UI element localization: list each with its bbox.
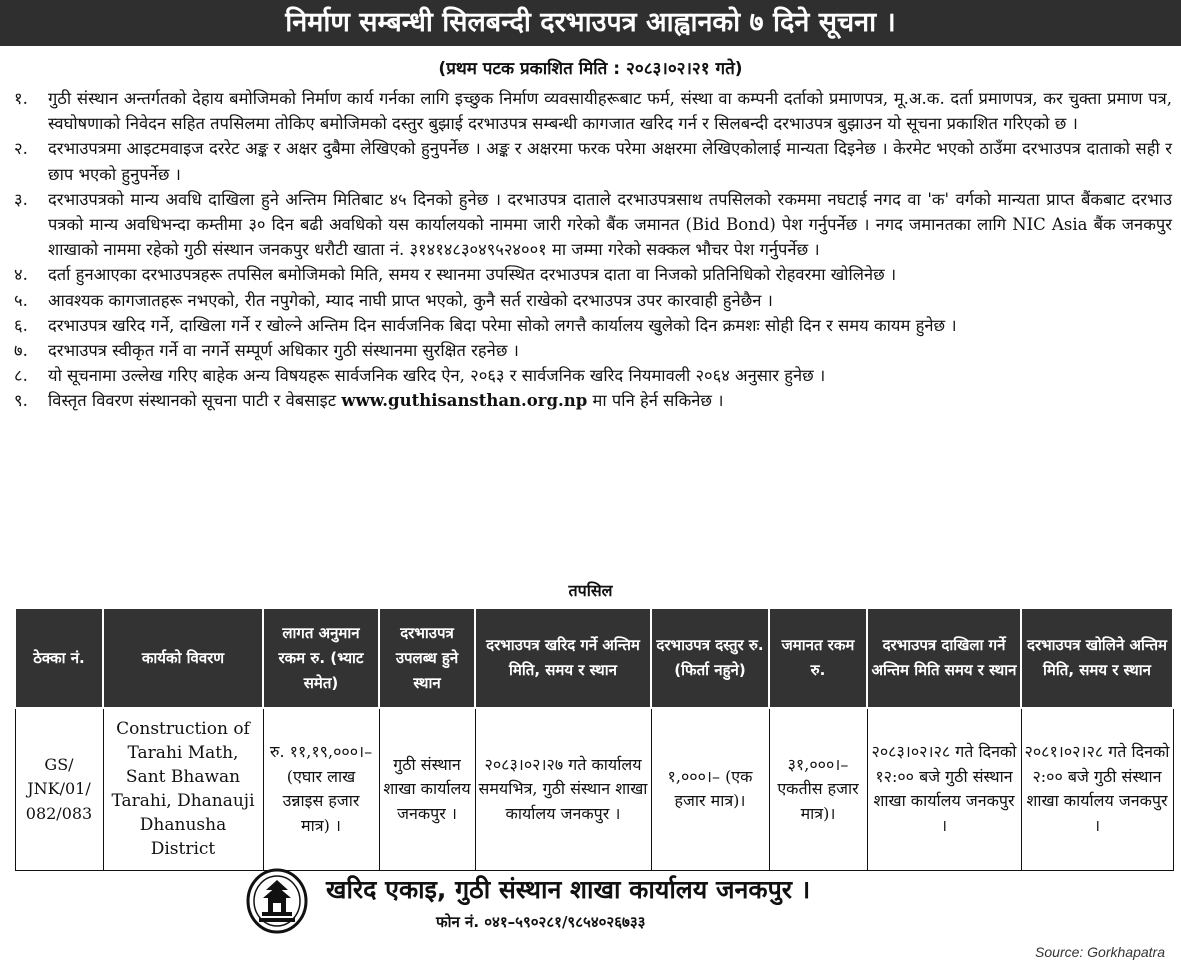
guthi-sansthan-emblem-icon (246, 868, 308, 934)
notice-item (14, 86, 1172, 136)
item-number: ९. (14, 391, 28, 411)
notice-item (14, 136, 1172, 186)
cell-contract-no: GS/ JNK/01/ 082/083 (15, 708, 103, 870)
col-header-fee: दरभाउपत्र दस्तुर रु. (फिर्ता नहुने) (651, 608, 769, 708)
notice-items (14, 86, 1172, 414)
notice-item (14, 313, 1172, 338)
cell-description: Construction of Tarahi Math, Sant Bhawan Tarahi, Dhanauji Dhanusha District (103, 708, 263, 870)
notice-item (14, 262, 1172, 287)
col-header-submission-deadline: दरभाउपत्र दाखिला गर्ने अन्तिम मिति समय र स्थान (867, 608, 1021, 708)
notice-item (14, 363, 1172, 388)
item-number: ८. (14, 366, 28, 386)
item-text: दरभाउपत्रको मान्य अवधि दाखिला हुने अन्तिम मितिबाट ४५ दिनको हुनेछ । दरभाउपत्र दाताले दरभाउपत्रसाथ तपसिलको रकममा नघटाई नगद वा 'क' वर्गको मान्यता प्राप्त बैंकबाट दरभाउ पत्रको मान्य अवधिभन्दा कम्तीमा ३० दिन बढी अवधिको यस कार्यालयको नाममा जारी गरेको बैंक जमानत (Bid Bond) पेश गर्नुपर्नेछ । नगद जमानतका लागि NIC Asia बैंक जनकपुर शाखाको नाममा रहेको गुठी संस्थान जनकपुर धरौटी खाता नं. ३१४१४८३०४९५२४००१ मा जम्मा गरेको सक्कल भौचर पेश गर्नुपर्नेछ । (48, 189, 1172, 260)
office-name: खरिद एकाइ, गुठी संस्थान शाखा कार्यालय जनकपुर । (326, 875, 811, 904)
item-text-before: विस्तृत विवरण संस्थानको सूचना पाटी र वेबसाइट (48, 391, 342, 411)
cell-estimate: रु. ११,१९,०००।– (एघार लाख उन्नाइस हजार मात्र) । (263, 708, 379, 870)
col-header-description: कार्यको विवरण (103, 608, 263, 708)
notice-item (14, 338, 1172, 363)
col-header-purchase-deadline: दरभाउपत्र खरिद गर्ने अन्तिम मिति, समय र स्थान (475, 608, 651, 708)
item-text: दरभाउपत्र खरिद गर्ने, दाखिला गर्ने र खोल्ने अन्तिम दिन सार्वजनिक बिदा परेमा सोको लगत्तै कार्यालय खुलेको दिन क्रमशः सोही दिन र समय कायम हुनेछ । (48, 315, 957, 335)
item-text: आवश्यक कागजातहरू नभएको, रीत नपुगेको, म्याद नाघी प्राप्त भएको, कुनै सर्त राखेको दरभाउपत्र उपर कारवाही हुनेछैन । (48, 290, 773, 310)
phone-number: फोन नं. ०४१–५९०२८१/९८५४०२६७३३ (436, 913, 646, 931)
cell-purchase-deadline: २०८३।०२।२७ गते कार्यालय समयभित्र, गुठी संस्थान शाखा कार्यालय जनकपुर । (475, 708, 651, 870)
item-text: दर्ता हुनआएका दरभाउपत्रहरू तपसिल बमोजिमको मिति, समय र स्थानमा उपस्थित दरभाउपत्र दाता वा निजको प्रतिनिधिको रोहवरमा खोलिनेछ । (48, 265, 897, 285)
item-number: २. (14, 139, 28, 159)
col-header-available-at: दरभाउपत्र उपलब्ध हुने स्थान (379, 608, 475, 708)
notice-item (14, 187, 1172, 263)
item-number: १. (14, 89, 28, 108)
cell-available-at: गुठी संस्थान शाखा कार्यालय जनकपुर । (379, 708, 475, 870)
cell-submission-deadline: २०८३।०२।२८ गते दिनको १२:०० बजे गुठी संस्थान शाखा कार्यालय जनकपुर । (867, 708, 1021, 870)
notice-title: निर्माण सम्बन्धी सिलबन्दी दरभाउपत्र आह्वानको ७ दिने सूचना । (0, 0, 1181, 46)
item-text: दरभाउपत्रमा आइटमवाइज दररेट अङ्क र अक्षर दुबैमा लेखिएको हुनुपर्नेछ । अङ्क र अक्षरमा फरक परेमा अक्षरमा लेखिएकोलाई मान्यता दिइनेछ । केरमेट भएको ठाउँमा दरभाउपत्र दाताको सही र छाप भएको हुनुपर्नेछ । (48, 139, 1172, 184)
col-header-opening: दरभाउपत्र खोलिने अन्तिम मिति, समय र स्थान (1021, 608, 1173, 708)
item-number: ३. (14, 189, 28, 209)
item-text-after: मा पनि हेर्न सकिनेछ । (587, 391, 724, 411)
cell-security: ३१,०००।– एकतीस हजार मात्र)। (769, 708, 867, 870)
schedule-table (14, 607, 1174, 871)
item-number: ७. (14, 341, 28, 361)
col-header-security: जमानत रकम रु. (769, 608, 867, 708)
item-text: गुठी संस्थान अन्तर्गतको देहाय बमोजिमको निर्माण कार्य गर्नका लागि इच्छुक निर्माण व्यवसायीहरूबाट फर्म, संस्था वा कम्पनी दर्ताको प्रमाणपत्र, मू.अ.क. दर्ता प्रमाणपत्र, कर चुक्ता प्रमाण पत्र, स्वघोषणाको निवेदन सहित तपसिलमा तोकिए बमोजिमको दस्तुर बुझाई दरभाउपत्र सम्बन्धी कागजात खरिद गर्न र सिलबन्दी दरभाउपत्र बुझाउन यो सूचना प्रकाशित गरिएको छ । (48, 89, 1172, 134)
col-header-estimate: लागत अनुमान रकम रु. (भ्याट समेत) (263, 608, 379, 708)
table-header-row (15, 608, 1173, 708)
cell-opening: २०८१।०२।२८ गते दिनको २:०० बजे गुठी संस्थान शाखा कार्यालय जनकपुर । (1021, 708, 1173, 870)
footer (0, 868, 1181, 940)
item-number: ५. (14, 290, 28, 310)
publish-date: (प्रथम पटक प्रकाशित मिति : २०८३।०२।२१ गते) (438, 59, 743, 79)
table-row (15, 708, 1173, 870)
item-number: ४. (14, 265, 28, 285)
item-text: यो सूचनामा उल्लेख गरिए बाहेक अन्य विषयहरू सार्वजनिक खरिद ऐन, २०६३ र सार्वजनिक खरिद नियमावली २०६४ अनुसार हुनेछ । (48, 366, 826, 386)
notice-item (14, 288, 1172, 313)
schedule-title: तपसिल (568, 581, 613, 600)
source-credit: Source: Gorkhapatra (1035, 944, 1165, 960)
col-header-contract-no: ठेक्का नं. (15, 608, 103, 708)
item-number: ६. (14, 315, 28, 335)
item-text: दरभाउपत्र स्वीकृत गर्ने वा नगर्ने सम्पूर्ण अधिकार गुठी संस्थानमा सुरक्षित रहनेछ । (48, 341, 519, 361)
item-text (48, 388, 1172, 413)
notice-item (14, 388, 1172, 413)
website-link[interactable]: www.guthisansthan.org.np (341, 391, 588, 411)
cell-fee: १,०००।– (एक हजार मात्र)। (651, 708, 769, 870)
